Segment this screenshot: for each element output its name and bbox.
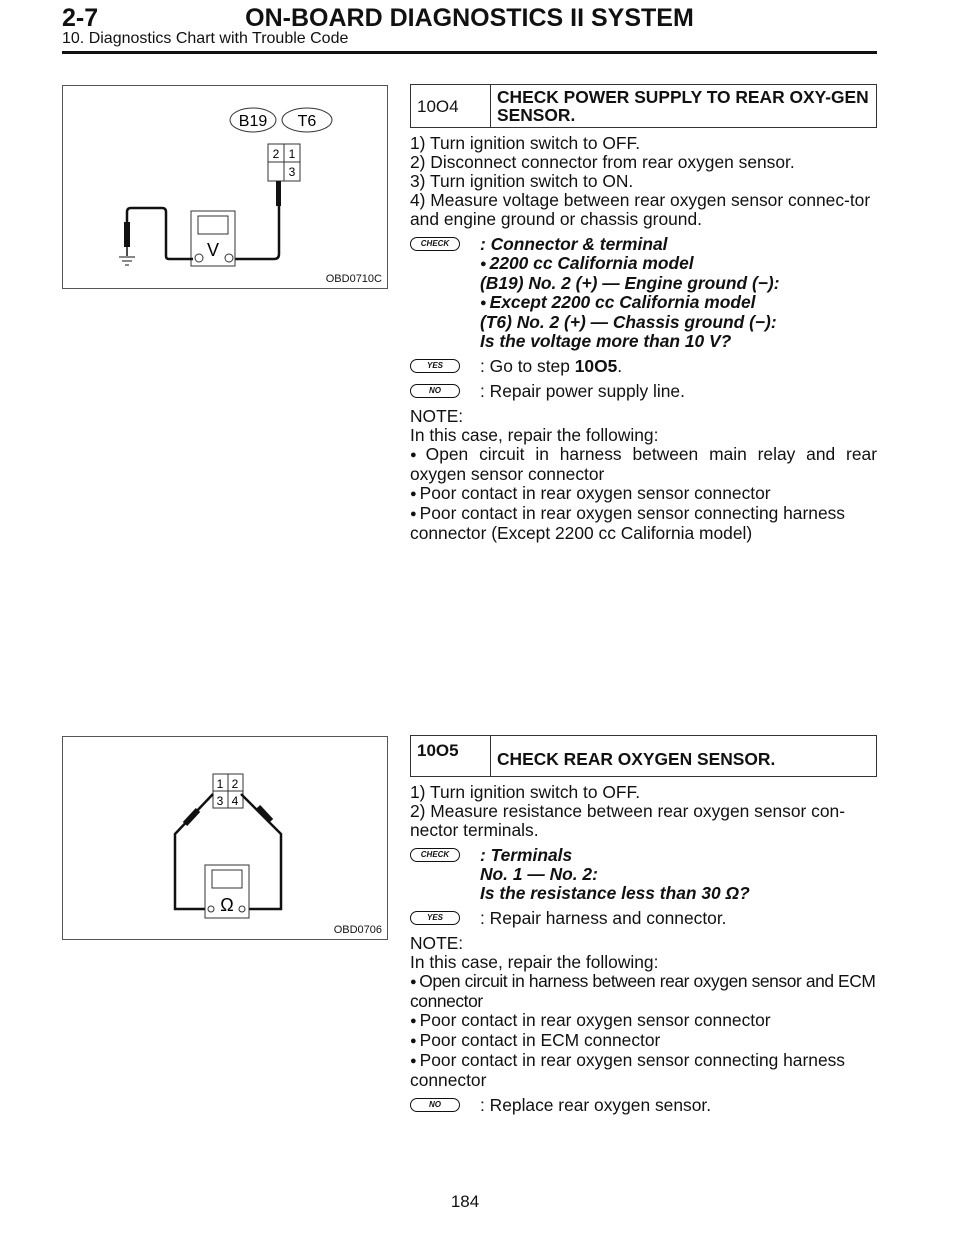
note-label: NOTE: [410,406,464,426]
note-item: ● Poor contact in rear oxygen sensor connecting harness connector (Except 2200 cc California model) [410,504,877,543]
note-item: ● Open circuit in harness between rear oxygen sensor and ECM connector [410,972,877,1011]
note-item: ● Open circuit in harness between main relay and rear oxygen sensor connector [410,445,877,484]
step-number: 10O5 [411,736,491,776]
next-step-link: 10O5 [574,356,618,376]
no-section: NO : Replace rear oxygen sensor. [410,1096,877,1115]
note-item: ● Poor contact in rear oxygen sensor connector [410,1011,877,1031]
svg-text:1: 1 [216,777,224,791]
svg-text:4: 4 [231,794,239,808]
yes-icon: YES [410,359,460,373]
figure-voltage-measurement [62,85,388,289]
check-icon: CHECK [410,848,460,862]
note-item: ● Poor contact in ECM connector [410,1031,877,1051]
instruction: 2) Measure resistance between rear oxygen sensor con-nector terminals. [410,801,845,840]
instruction: 3) Turn ignition switch to ON. [410,171,634,191]
step-10o5: 10O5 CHECK REAR OXYGEN SENSOR. 1) Turn ignition switch to OFF. 2) Measure resistance between rear oxygen sensor con-nector terminals. CHECK : Terminals No. 1 — No. 2: Is the resistance less than 30 Ω? YES : Repair harness and connector. NOTE: In this case, repair the following: ● Open circuit in harness between rear oxygen sensor and ECM connector ● Poor contact in rear oxygen sensor connector ● Poor contact in ECM connector ● Poor contact in rear oxygen sensor connecting harness connector NO : Replace rear oxygen sensor. [410,735,877,1115]
step-10o4: 10O4 CHECK POWER SUPPLY TO REAR OXY-GEN SENSOR. 1) Turn ignition switch to OFF. 2) Disconnect connector from rear oxygen sensor. 3) Turn ignition switch to ON. 4) Measure voltage between rear oxygen sensor connec-tor and engine ground or chassis ground. CHECK : Connector & terminal ● 2200 cc California model (B19) No. 2 (+) — Engine ground (−): ● Except 2200 cc California model (T6) No. 2 (+) — Chassis ground (−): Is the voltage more than 10 V? YES : Go to step 10O5. NO : Repair power supply line. NOTE: In this case, repair the following: ● Open circuit in harness between main relay and rear oxygen sensor connector ● Poor contact in rear oxygen sensor connector ● Poor contact in rear oxygen sensor connecting harness connector (Except 2200 cc California model) [410,84,877,543]
ohmmeter-symbol: Ω [220,895,234,915]
check-section: CHECK : Terminals No. 1 — No. 2: Is the resistance less than 30 Ω? [410,846,877,903]
voltage-diagram [63,86,387,288]
figure-resistance-measurement [62,736,388,940]
step-title: CHECK POWER SUPPLY TO REAR OXY-GEN SENSOR. [497,87,869,125]
step-header [410,84,877,128]
check-section: CHECK : Connector & terminal ● 2200 cc California model (B19) No. 2 (+) — Engine ground (−): ● Except 2200 cc California model (T6) No. 2 (+) — Chassis ground (−): Is the voltage more than 10 V? [410,235,877,351]
note-item: ● Poor contact in rear oxygen sensor connecting harness connector [410,1051,877,1090]
instruction: 2) Disconnect connector from rear oxygen sensor. [410,152,795,172]
check-icon: CHECK [410,237,460,251]
instruction: 1) Turn ignition switch to OFF. [410,133,641,153]
svg-text:2: 2 [272,147,280,161]
instruction: 1) Turn ignition switch to OFF. [410,782,641,802]
step-number: 10O4 [411,85,491,127]
step-header [410,735,877,777]
step-title: CHECK REAR OXYGEN SENSOR. [497,749,776,769]
yes-section: YES : Repair harness and connector. [410,909,877,928]
figure-label: OBD0710C [325,273,382,285]
yes-section: YES : Go to step 10O5. [410,357,877,376]
voltmeter-symbol: V [206,240,220,260]
instruction: 4) Measure voltage between rear oxygen sensor connec-tor and engine ground or chassis ground. [410,190,871,229]
page-subtitle: 10. Diagnostics Chart with Trouble Code [62,30,349,47]
svg-text:1: 1 [288,147,296,161]
note-label: NOTE: [410,933,464,953]
note-item: ● Poor contact in rear oxygen sensor connector [410,484,877,504]
svg-text:3: 3 [288,165,296,179]
no-icon: NO [410,384,460,398]
page-number: 184 [450,1192,480,1211]
svg-text:2: 2 [231,777,239,791]
figure-label: OBD0706 [333,924,382,936]
no-section: NO : Repair power supply line. [410,382,877,401]
yes-icon: YES [410,911,460,925]
resistance-diagram [63,737,387,939]
connector-b19: B19 [238,113,268,130]
page-title: ON-BOARD DIAGNOSTICS II SYSTEM [245,4,694,32]
section-number: 2-7 [62,4,99,32]
no-icon: NO [410,1098,460,1112]
connector-t6: T6 [297,113,317,130]
header-rule [62,51,877,54]
svg-text:3: 3 [216,794,224,808]
